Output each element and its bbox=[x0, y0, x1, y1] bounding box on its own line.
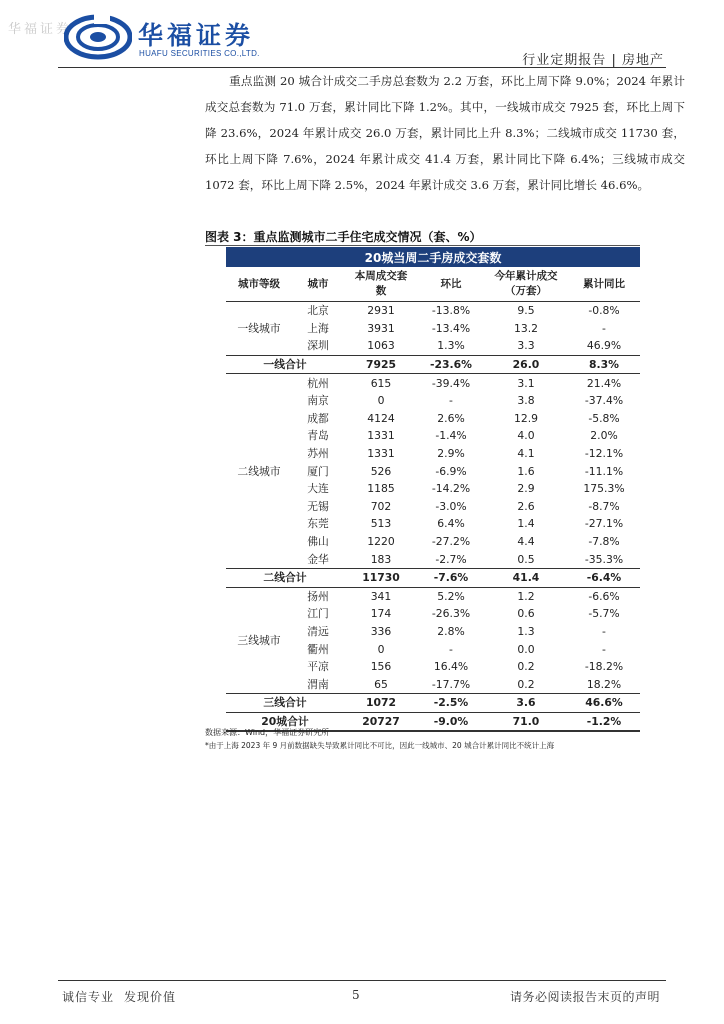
weekly-cell: 183 bbox=[370, 552, 392, 566]
yoy-cell: -37.4% bbox=[584, 394, 624, 408]
wow-cell: -13.4% bbox=[431, 321, 471, 335]
weekly-cell: 3931 bbox=[367, 321, 395, 335]
weekly-cell: 1331 bbox=[367, 429, 395, 443]
city-cell: 平凉 bbox=[307, 660, 329, 674]
yoy-cell: -11.1% bbox=[584, 464, 624, 478]
brand-name-en: HUAFU SECURITIES CO.,LTD. bbox=[139, 49, 260, 58]
wow-cell: -6.9% bbox=[435, 464, 467, 478]
wow-cell: 2.8% bbox=[437, 624, 465, 638]
subtotal-row bbox=[226, 568, 640, 587]
wow-cell: - bbox=[449, 642, 453, 656]
weekly-cell: 336 bbox=[370, 624, 392, 638]
tier-label: 三线城市 bbox=[237, 633, 281, 647]
wow-cell: -13.8% bbox=[431, 304, 471, 318]
footer-slogan bbox=[62, 988, 176, 1005]
wow-cell: 2.6% bbox=[437, 411, 465, 425]
yoy-cell: - bbox=[602, 642, 606, 656]
wow-cell: - bbox=[449, 394, 453, 408]
ytd-cell: 0.5 bbox=[517, 552, 535, 566]
yoy-cell: 2.0% bbox=[590, 429, 618, 443]
figure-title-divider bbox=[205, 245, 640, 246]
ytd-cell: 0.2 bbox=[517, 660, 535, 674]
wow-cell: -14.2% bbox=[431, 482, 471, 496]
city-cell: 深圳 bbox=[307, 339, 329, 353]
table-row bbox=[226, 587, 640, 605]
weekly-cell: 702 bbox=[370, 499, 392, 513]
weekly-cell: 526 bbox=[370, 464, 392, 478]
weekly-cell: 4124 bbox=[367, 411, 395, 425]
transaction-table bbox=[226, 247, 640, 732]
weekly-cell: 156 bbox=[370, 660, 392, 674]
summary-text: 重点监测 20 城合计成交二手房总套数为 2.2 万套，环比上周下降 9.0%；2024 年累计成交总套数为 71.0 万套，累计同比下降 1.2%。其中，一线城市成交 7925 套，环比上周下降 23.6%，2024 年累计成交 26.0 万套，累计同比上升 8.3%；二线城市成交 11730 套，环比上周下降 7.6%，2024 年累计成交 41.4 万套，累计同比下降 6.4%；三线城市成交 1072 套，环比上周下降 2.5%，2024 年累计成交 3.6 万套，累计同比增长 46.6%。 bbox=[205, 74, 685, 192]
figure-title: 图表 3：重点监测城市二手住宅成交情况（套、%） bbox=[205, 230, 482, 244]
header-yoy: 累计同比 bbox=[568, 267, 640, 302]
summary-paragraph bbox=[205, 68, 685, 198]
yoy-cell: -18.2% bbox=[584, 660, 624, 674]
weekly-cell: 174 bbox=[370, 607, 392, 621]
ytd-cell: 4.1 bbox=[517, 447, 535, 461]
subtotal-label: 一线合计 bbox=[226, 355, 344, 374]
wow-cell: -3.0% bbox=[435, 499, 467, 513]
subtotal-weekly: 7925 bbox=[344, 355, 418, 374]
city-cell: 成都 bbox=[307, 411, 329, 425]
yoy-cell: - bbox=[602, 321, 606, 335]
subtotal-label: 二线合计 bbox=[226, 568, 344, 587]
data-source: 数据来源：Wind，华福证券研究所 bbox=[205, 728, 330, 737]
weekly-cell: 1185 bbox=[367, 482, 395, 496]
city-cell: 东莞 bbox=[307, 517, 329, 531]
wow-cell: 2.9% bbox=[437, 447, 465, 461]
ytd-cell: 2.6 bbox=[517, 499, 535, 513]
swirl-logo-icon bbox=[64, 14, 132, 60]
table-row bbox=[226, 374, 640, 392]
city-cell: 厦门 bbox=[307, 464, 329, 478]
yoy-cell: -7.8% bbox=[588, 535, 620, 549]
subtotal-wow: -23.6% bbox=[418, 355, 484, 374]
city-cell: 大连 bbox=[307, 482, 329, 496]
yoy-cell: -8.7% bbox=[588, 499, 620, 513]
grand-total-wow: -9.0% bbox=[418, 712, 484, 731]
city-cell: 南京 bbox=[307, 394, 329, 408]
city-cell: 上海 bbox=[307, 321, 329, 335]
city-cell: 青岛 bbox=[307, 429, 329, 443]
weekly-cell: 0 bbox=[377, 642, 385, 656]
grand-total-ytd: 71.0 bbox=[484, 712, 568, 731]
table-banner: 20城当周二手房成交套数 bbox=[226, 247, 640, 267]
footer-divider bbox=[58, 980, 666, 981]
ytd-cell: 3.1 bbox=[517, 376, 535, 390]
yoy-cell: -5.7% bbox=[588, 607, 620, 621]
yoy-cell: 175.3% bbox=[583, 482, 625, 496]
ytd-cell: 0.0 bbox=[517, 642, 535, 656]
city-cell: 无锡 bbox=[307, 499, 329, 513]
tier-label: 二线城市 bbox=[237, 464, 281, 478]
yoy-cell: -12.1% bbox=[584, 447, 624, 461]
header-city: 城市 bbox=[292, 267, 344, 302]
subtotal-label: 三线合计 bbox=[226, 694, 344, 713]
header-weekly: 本周成交套数 bbox=[344, 267, 418, 302]
yoy-cell: -27.1% bbox=[584, 517, 624, 531]
subtotal-weekly: 11730 bbox=[344, 568, 418, 587]
weekly-cell: 1331 bbox=[367, 447, 395, 461]
ytd-cell: 3.3 bbox=[517, 339, 535, 353]
yoy-cell: 21.4% bbox=[586, 376, 622, 390]
weekly-cell: 1220 bbox=[367, 535, 395, 549]
subtotal-yoy: 8.3% bbox=[568, 355, 640, 374]
table-header-row bbox=[226, 267, 640, 302]
ytd-cell: 0.6 bbox=[517, 607, 535, 621]
city-cell: 清远 bbox=[307, 624, 329, 638]
yoy-cell: - bbox=[602, 624, 606, 638]
yoy-cell: 18.2% bbox=[586, 677, 622, 691]
header-separator: | bbox=[611, 53, 617, 68]
wow-cell: -2.7% bbox=[435, 552, 467, 566]
footnote: *由于上海 2023 年 9 月前数据缺失导致累计同比不可比，因此一线城市、20 城合计累计同比不统计上海 bbox=[205, 741, 555, 750]
table-row bbox=[226, 302, 640, 320]
table-banner-row bbox=[226, 247, 640, 267]
grand-total-label: 20城合计 bbox=[226, 712, 344, 731]
watermark-text: 华福证券 bbox=[8, 22, 73, 37]
weekly-cell: 513 bbox=[370, 517, 392, 531]
grand-total-yoy: -1.2% bbox=[568, 712, 640, 731]
footer-disclaimer: 请务必阅读报告末页的声明 bbox=[509, 990, 660, 1004]
report-sector: 房地产 bbox=[621, 53, 664, 68]
subtotal-yoy: 46.6% bbox=[568, 694, 640, 713]
tier-label: 一线城市 bbox=[237, 321, 281, 335]
ytd-cell: 0.2 bbox=[517, 677, 535, 691]
wow-cell: -39.4% bbox=[431, 376, 471, 390]
company-logo bbox=[64, 10, 274, 64]
ytd-cell: 9.5 bbox=[517, 304, 535, 318]
header-wow: 环比 bbox=[418, 267, 484, 302]
weekly-cell: 2931 bbox=[367, 304, 395, 318]
page-number: 5 bbox=[352, 988, 360, 1002]
weekly-cell: 615 bbox=[370, 376, 392, 390]
weekly-cell: 1063 bbox=[367, 339, 395, 353]
header-ytd: 今年累计成交（万套） bbox=[484, 267, 568, 302]
subtotal-ytd: 41.4 bbox=[484, 568, 568, 587]
wow-cell: -17.7% bbox=[431, 677, 471, 691]
ytd-cell: 1.4 bbox=[517, 517, 535, 531]
header-tier: 城市等级 bbox=[226, 267, 292, 302]
city-cell: 佛山 bbox=[307, 535, 329, 549]
yoy-cell: -5.8% bbox=[588, 411, 620, 425]
subtotal-yoy: -6.4% bbox=[568, 568, 640, 587]
report-header bbox=[522, 49, 664, 68]
ytd-cell: 2.9 bbox=[517, 482, 535, 496]
ytd-cell: 12.9 bbox=[513, 411, 539, 425]
subtotal-row bbox=[226, 694, 640, 713]
ytd-cell: 3.8 bbox=[517, 394, 535, 408]
city-cell: 渭南 bbox=[307, 677, 329, 691]
subtotal-row bbox=[226, 355, 640, 374]
subtotal-weekly: 1072 bbox=[344, 694, 418, 713]
wow-cell: -27.2% bbox=[431, 535, 471, 549]
footer-slogan-2: 发现价值 bbox=[124, 990, 177, 1004]
wow-cell: 5.2% bbox=[437, 589, 465, 603]
yoy-cell: 46.9% bbox=[586, 339, 622, 353]
report-type: 行业定期报告 bbox=[522, 53, 607, 68]
city-cell: 衢州 bbox=[307, 642, 329, 656]
wow-cell: -1.4% bbox=[435, 429, 467, 443]
city-cell: 苏州 bbox=[307, 447, 329, 461]
subtotal-ytd: 26.0 bbox=[484, 355, 568, 374]
wow-cell: 1.3% bbox=[437, 339, 465, 353]
city-cell: 北京 bbox=[307, 304, 329, 318]
ytd-cell: 13.2 bbox=[513, 321, 539, 335]
subtotal-wow: -7.6% bbox=[418, 568, 484, 587]
wow-cell: 16.4% bbox=[433, 660, 469, 674]
footer-slogan-1: 诚信专业 bbox=[62, 990, 115, 1004]
wow-cell: -26.3% bbox=[431, 607, 471, 621]
ytd-cell: 4.4 bbox=[517, 535, 535, 549]
subtotal-ytd: 3.6 bbox=[484, 694, 568, 713]
ytd-cell: 1.6 bbox=[517, 464, 535, 478]
city-cell: 杭州 bbox=[307, 376, 329, 390]
ytd-cell: 1.2 bbox=[517, 589, 535, 603]
brand-name-cn: 华福证券 bbox=[138, 21, 255, 50]
city-cell: 江门 bbox=[307, 607, 329, 621]
yoy-cell: -35.3% bbox=[584, 552, 624, 566]
city-cell: 金华 bbox=[307, 552, 329, 566]
subtotal-wow: -2.5% bbox=[418, 694, 484, 713]
city-cell: 扬州 bbox=[307, 589, 329, 603]
weekly-cell: 0 bbox=[377, 394, 385, 408]
wow-cell: 6.4% bbox=[437, 517, 465, 531]
ytd-cell: 4.0 bbox=[517, 429, 535, 443]
grand-total-weekly: 20727 bbox=[344, 712, 418, 731]
weekly-cell: 341 bbox=[370, 589, 392, 603]
yoy-cell: -6.6% bbox=[588, 589, 620, 603]
weekly-cell: 65 bbox=[374, 677, 388, 691]
ytd-cell: 1.3 bbox=[517, 624, 535, 638]
yoy-cell: -0.8% bbox=[588, 304, 620, 318]
